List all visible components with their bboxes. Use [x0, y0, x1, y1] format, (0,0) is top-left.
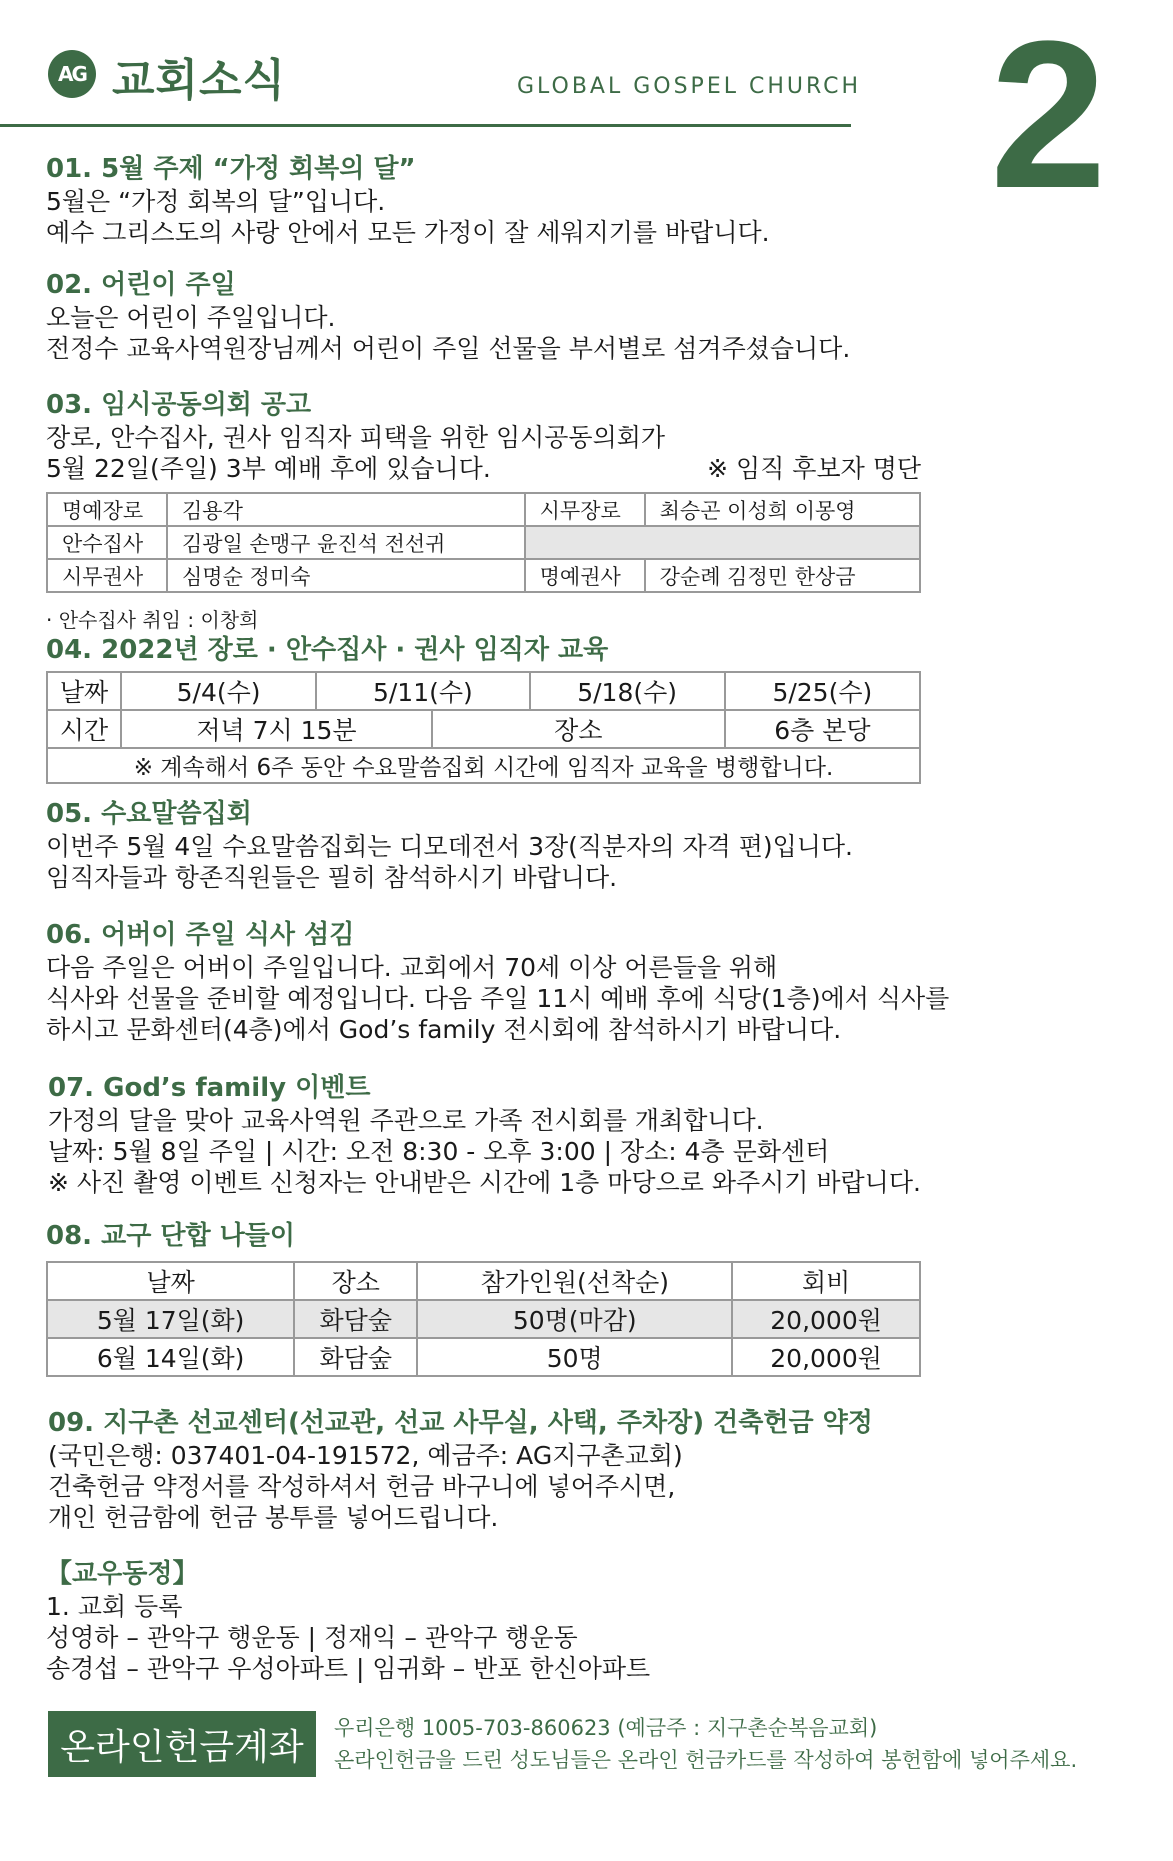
section-heading: 04. 2022년 장로 · 안수집사 · 권사 임직자 교육 — [46, 635, 609, 665]
section-heading: 【교우동정】 — [46, 1559, 199, 1589]
page-number: 2 — [990, 0, 1107, 232]
table-cell-empty — [525, 526, 920, 559]
table-cell: 장소 — [432, 710, 725, 748]
table-cell: 김광일 손맹구 윤진석 전선귀 — [167, 526, 525, 559]
candidate-table — [46, 492, 921, 593]
section-08 — [46, 1219, 1126, 1253]
online-offering-info — [334, 1712, 1077, 1776]
online-offering-label: 온라인헌금계좌 — [48, 1711, 316, 1777]
table-row — [47, 559, 920, 592]
table-cell: 5/4(수) — [121, 672, 316, 710]
table-cell: 6월 14일(화) — [47, 1338, 294, 1376]
table-header: 참가인원(선착순) — [417, 1262, 732, 1300]
section-09 — [48, 1406, 1128, 1533]
table-cell: 50명(마감) — [417, 1300, 732, 1338]
section-heading: 08. 교구 단합 나들이 — [46, 1221, 296, 1251]
table-header: 날짜 — [47, 1262, 294, 1300]
section-line: 가정의 달을 맞아 교육사역원 주관으로 가족 전시회를 개최합니다. — [48, 1106, 764, 1135]
table-row — [47, 526, 920, 559]
table-cell: 시무권사 — [47, 559, 167, 592]
section-line: 다음 주일은 어버이 주일입니다. 교회에서 70세 이상 어른들을 위해 — [46, 953, 778, 982]
table-cell: 날짜 — [47, 672, 121, 710]
section-line: 5월 22일(주일) 3부 예배 후에 있습니다. — [46, 454, 491, 483]
table-cell: 심명순 정미숙 — [167, 559, 525, 592]
table-row — [47, 672, 920, 710]
table-row — [47, 493, 920, 526]
section-line: 송경섭 – 관악구 우성아파트 | 임귀화 – 반포 한신아파트 — [46, 1654, 651, 1683]
section-06 — [46, 918, 1126, 1045]
table-cell: 6층 본당 — [725, 710, 920, 748]
table-cell: 50명 — [417, 1338, 732, 1376]
table-header-row — [47, 1262, 920, 1300]
section-line: 개인 헌금함에 헌금 봉투를 넣어드립니다. — [48, 1503, 499, 1532]
section-line: 전정수 교육사역원장님께서 어린이 주일 선물을 부서별로 섬겨주셨습니다. — [46, 334, 851, 363]
table-cell: 안수집사 — [47, 526, 167, 559]
table-cell: 화담숲 — [294, 1300, 417, 1338]
section-line: 성영하 – 관악구 행운동 | 정재익 – 관악구 행운동 — [46, 1623, 578, 1652]
page-title: 교회소식 — [112, 55, 287, 106]
section-heading: 09. 지구촌 선교센터(선교관, 선교 사무실, 사택, 주차장) 건축헌금 약정 — [48, 1408, 873, 1438]
candidate-note: ※ 임직 후보자 명단 — [707, 454, 921, 483]
section-01 — [46, 152, 1126, 248]
table-cell: 20,000원 — [732, 1338, 920, 1376]
table-cell: 5/11(수) — [316, 672, 529, 710]
section-line: 5월은 “가정 회복의 달”입니다. — [46, 187, 386, 216]
table-row — [47, 748, 920, 783]
table-cell: 김용각 — [167, 493, 525, 526]
church-name: GLOBAL GOSPEL CHURCH — [517, 74, 862, 99]
outing-table — [46, 1261, 921, 1377]
section-line: ※ 사진 촬영 이벤트 신청자는 안내받은 시간에 1층 마당으로 와주시기 바랍니다. — [48, 1168, 921, 1197]
table-row — [47, 1300, 920, 1338]
education-table — [46, 671, 921, 784]
header-rule — [0, 124, 851, 127]
section-05 — [46, 797, 1126, 893]
section-07 — [48, 1071, 1128, 1198]
section-line: 날짜: 5월 8일 주일 | 시간: 오전 8:30 - 오후 3:00 | 장소: 4층 문화센터 — [48, 1137, 830, 1166]
table-cell: 저녁 7시 15분 — [121, 710, 432, 748]
section-03 — [46, 388, 1126, 484]
table-note: ※ 계속해서 6주 동안 수요말씀집회 시간에 임직자 교육을 병행합니다. — [47, 748, 920, 783]
section-line: 식사와 선물을 준비할 예정입니다. 다음 주일 11시 예배 후에 식당(1층)에서 식사를 — [46, 984, 950, 1013]
section-heading: 01. 5월 주제 “가정 회복의 달” — [46, 154, 416, 184]
table-cell: 시간 — [47, 710, 121, 748]
table-cell: 20,000원 — [732, 1300, 920, 1338]
section-02 — [46, 268, 1126, 364]
table-header: 회비 — [732, 1262, 920, 1300]
table-row — [47, 1338, 920, 1376]
section-line: 1. 교회 등록 — [46, 1592, 183, 1621]
install-note: · 안수집사 취임 : 이창희 — [46, 608, 259, 632]
table-cell: 명예권사 — [525, 559, 645, 592]
section-line: 예수 그리스도의 사랑 안에서 모든 가정이 잘 세워지기를 바랍니다. — [46, 218, 770, 247]
table-cell: 시무장로 — [525, 493, 645, 526]
section-heading: 03. 임시공동의회 공고 — [46, 390, 312, 420]
section-line: 오늘은 어린이 주일입니다. — [46, 303, 336, 332]
section-line: 임직자들과 항존직원들은 필히 참석하시기 바랍니다. — [46, 863, 618, 892]
section-04 — [46, 633, 1126, 667]
table-cell: 강순례 김정민 한상금 — [645, 559, 920, 592]
section-members — [46, 1557, 1126, 1684]
section-heading: 02. 어린이 주일 — [46, 270, 236, 300]
offering-instruction: 온라인헌금을 드린 성도님들은 온라인 헌금카드를 작성하여 봉헌함에 넣어주세요. — [334, 1748, 1078, 1772]
section-line: 하시고 문화센터(4층)에서 God’s family 전시회에 참석하시기 바랍니다. — [46, 1015, 842, 1044]
table-cell: 5월 17일(화) — [47, 1300, 294, 1338]
table-row — [47, 710, 920, 748]
table-cell: 명예장로 — [47, 493, 167, 526]
section-heading: 05. 수요말씀집회 — [46, 799, 252, 829]
table-cell: 5/25(수) — [725, 672, 920, 710]
table-header: 장소 — [294, 1262, 417, 1300]
church-logo: AG — [48, 50, 96, 98]
section-line: 장로, 안수집사, 권사 임직자 피택을 위한 임시공동의회가 — [46, 423, 666, 452]
table-cell: 5/18(수) — [530, 672, 725, 710]
section-line: 건축헌금 약정서를 작성하셔서 헌금 바구니에 넣어주시면, — [48, 1472, 676, 1501]
bank-account: 우리은행 1005-703-860623 (예금주 : 지구촌순복음교회) — [334, 1716, 878, 1740]
section-line: (국민은행: 037401-04-191572, 예금주: AG지구촌교회) — [48, 1441, 683, 1470]
section-line: 이번주 5월 4일 수요말씀집회는 디모데전서 3장(직분자의 자격 편)입니다. — [46, 832, 854, 861]
section-heading: 06. 어버이 주일 식사 섬김 — [46, 920, 355, 950]
table-cell: 최승곤 이성희 이몽영 — [645, 493, 920, 526]
table-cell: 화담숲 — [294, 1338, 417, 1376]
section-heading: 07. God’s family 이벤트 — [48, 1073, 371, 1103]
